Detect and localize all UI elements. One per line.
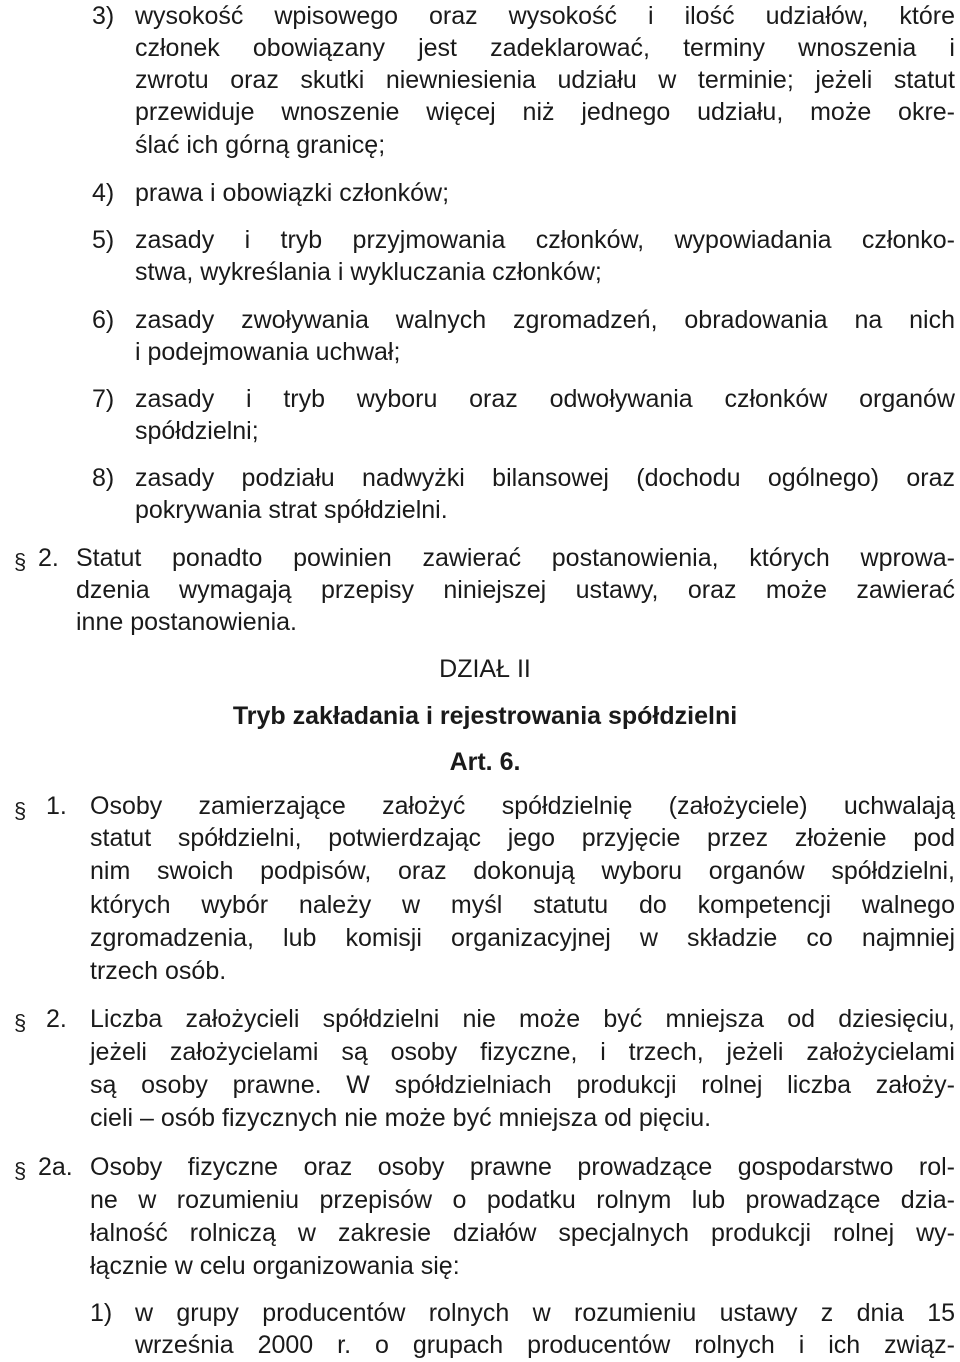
text-line: dzenia wymagają przepisy niniejszej ustawy, oraz może zawierać — [76, 576, 955, 604]
paragraph-number: 2a. — [38, 1153, 73, 1181]
text-line: wysokość wpisowego oraz wysokość i ilość udziałów, które — [135, 2, 955, 30]
text-line: spółdzielni; — [135, 417, 259, 445]
item-number: 6) — [92, 306, 115, 334]
text-line: zasady i tryb wyboru oraz odwoływania członków organów — [135, 385, 955, 413]
text-line: których wybór należy w myśl statutu do kompetencji walnego — [90, 891, 955, 919]
text-line: zasady podziału nadwyżki bilansowej (dochodu ogólnego) oraz — [135, 464, 955, 492]
text-line: są osoby prawne. W spółdzielniach produkcji rolnej liczba założy- — [90, 1071, 955, 1099]
paragraph-number: 2. — [46, 1005, 67, 1033]
text-line: łalność rolniczą w zakresie działów specjalnych produkcji rolnej wy- — [90, 1219, 955, 1247]
text-line: pokrywania strat spółdzielni. — [135, 496, 448, 524]
text-line: zwrotu oraz skutki niewniesienia udziału w terminie; jeżeli statut — [135, 66, 955, 94]
paragraph-number: 1. — [46, 792, 67, 820]
text-line: członek obowiązany jest zadeklarować, terminy wnoszenia i — [135, 34, 955, 62]
article-heading: Art. 6. — [449, 748, 521, 776]
section-sign-icon: § — [14, 1010, 27, 1035]
text-line: nim swoich podpisów, oraz dokonują wyboru organów spółdzielni, — [90, 857, 955, 885]
item-number: 1) — [90, 1299, 113, 1327]
text-line: inne postanowienia. — [76, 608, 297, 636]
text-line: zgromadzenia, lub komisji organizacyjnej w składzie co najmniej — [90, 924, 955, 952]
section-label: DZIAŁ II — [439, 655, 531, 683]
text-line: łącznie w celu organizowania się: — [90, 1252, 460, 1280]
item-number: 5) — [92, 226, 115, 254]
section-sign-icon: § — [14, 1158, 27, 1183]
paragraph-number: 2. — [38, 544, 59, 572]
text-line: cieli – osób fizycznych nie może być mniejsza od pięciu. — [90, 1104, 712, 1132]
text-line: trzech osób. — [90, 957, 227, 985]
text-line: Statut ponadto powinien zawierać postanowienia, których wprowa- — [76, 544, 955, 572]
text-line: Liczba założycieli spółdzielni nie może być mniejsza od dziesięciu, — [90, 1005, 955, 1033]
section-sign-icon: § — [14, 549, 27, 574]
text-line: statut spółdzielni, potwierdzając jego przyjęcie przez złożenie pod — [90, 824, 955, 852]
text-line: i podejmowania uchwał; — [135, 338, 401, 366]
text-line: zasady i tryb przyjmowania członków, wypowiadania członko- — [135, 226, 955, 254]
text-line: ne w rozumieniu przepisów o podatku rolnym lub prowadzące dzia- — [90, 1186, 955, 1214]
item-number: 3) — [92, 2, 115, 30]
text-line: ślać ich górną granicę; — [135, 131, 386, 159]
item-number: 8) — [92, 464, 115, 492]
item-number: 4) — [92, 179, 115, 207]
text-line: prawa i obowiązki członków; — [135, 179, 450, 207]
section-title: Tryb zakładania i rejestrowania spółdzielni — [232, 702, 738, 730]
text-line: września 2000 r. o grupach producentów rolnych i ich związ- — [135, 1331, 955, 1359]
text-line: stwa, wykreślania i wykluczania członków; — [135, 258, 602, 286]
text-line: zasady zwoływania walnych zgromadzeń, obradowania na nich — [135, 306, 955, 334]
section-sign-icon: § — [14, 798, 27, 823]
text-line: Osoby zamierzające założyć spółdzielnię (założyciele) uchwalają — [90, 792, 955, 820]
item-number: 7) — [92, 385, 115, 413]
text-line: Osoby fizyczne oraz osoby prawne prowadzące gospodarstwo rol- — [90, 1153, 955, 1181]
text-line: w grupy producentów rolnych w rozumieniu ustawy z dnia 15 — [135, 1299, 955, 1327]
text-line: przewiduje wnoszenie więcej niż jednego udziału, może okre- — [135, 98, 955, 126]
text-line: jeżeli założycielami są osoby fizyczne, i trzech, jeżeli założycielami — [90, 1038, 955, 1066]
